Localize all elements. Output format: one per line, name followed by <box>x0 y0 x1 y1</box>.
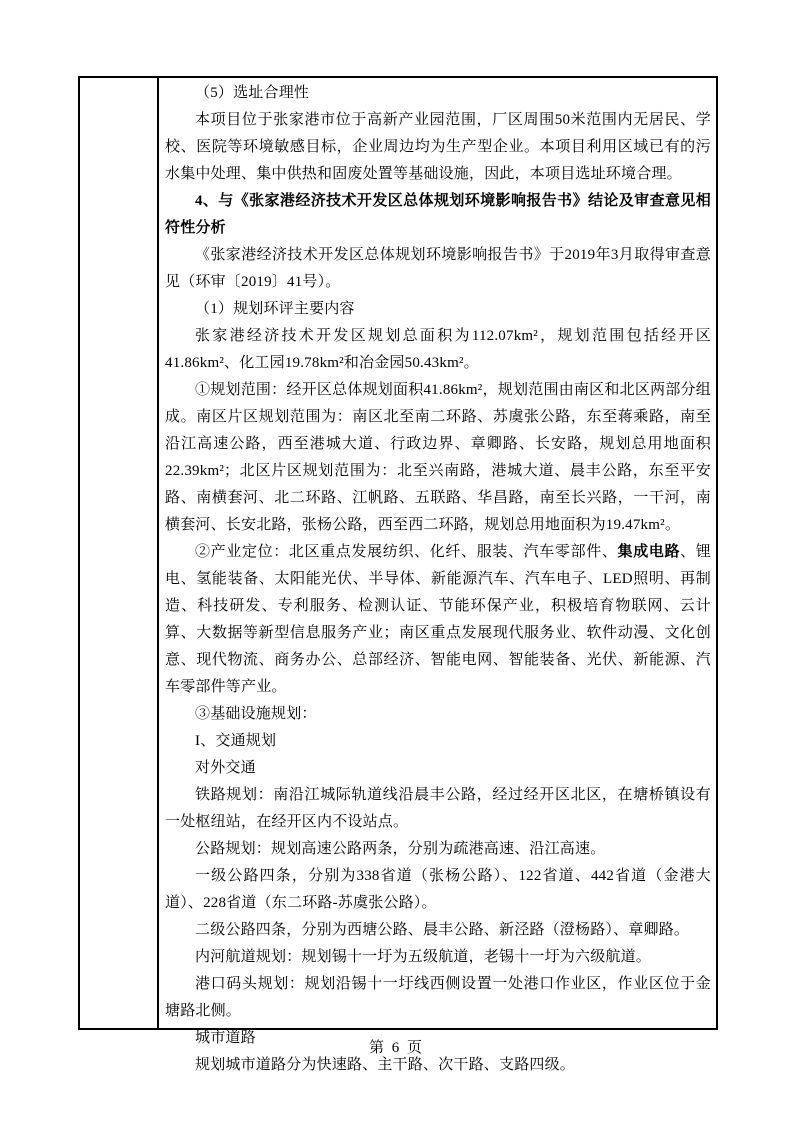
text-run: ②产业定位：北区重点发展纺织、化纤、服装、汽车零部件、 <box>195 544 618 560</box>
paragraph <box>165 323 711 377</box>
page-number: 第 6 页 <box>368 1040 424 1056</box>
paragraph <box>165 863 711 917</box>
text-run-bold: 4、与《张家港经济技术开发区总体规划环境影响报告书》结论及审查意见相符性分析 <box>165 193 711 236</box>
paragraph <box>165 971 711 1025</box>
text-run: 港口码头规划：规划沿锡十一圩线西侧设置一处港口作业区，作业区位于金塘路北侧。 <box>165 976 711 1019</box>
text-run: 公路规划：规划高速公路两条，分别为疏港高速、沿江高速。 <box>195 841 606 857</box>
text-run: 对外交通 <box>195 760 256 776</box>
paragraph <box>165 701 711 728</box>
text-run: 张家港经济技术开发区规划总面积为112.07km²，规划范围包括经开区41.86km²、化工园19.78km²和冶金园50.43km²。 <box>165 328 711 371</box>
paragraph <box>165 836 711 863</box>
text-run: I、交通规划 <box>195 733 277 749</box>
paragraph <box>165 242 711 296</box>
text-run: 《张家港经济技术开发区总体规划环境影响报告书》于2019年3月取得审查意见（环审〔2019〕41号）。 <box>165 247 711 290</box>
paragraph <box>165 944 711 971</box>
paragraph <box>165 80 711 107</box>
paragraph <box>165 188 711 242</box>
text-run: （1）规划环评主要内容 <box>195 301 355 317</box>
paragraph <box>165 782 711 836</box>
text-run: ①规划范围：经开区总体规划面积41.86km²，规划范围由南区和北区两部分组成。南区片区规划范围为：南区北至南二环路、苏虞张公路，东至蒋乘路，南至沿江高速公路，西至港城大道、行政边界、章卿路、长安路，规划总用地面积22.39km²；北区片区规划范围为：北至兴南路，港城大道、晨丰公路，东至平安路、南横套河、北二环路、江帆路、五联路、华昌路，南至长兴路，一干河，南横套河、长安北路，张杨公路，西至西二环路，规划总用地面积为19.47km²。 <box>165 382 711 533</box>
text-run: 规划城市道路分为快速路、主干路、次干路、支路四级。 <box>195 1057 576 1073</box>
text-run: 二级公路四条，分别为西塘公路、晨丰公路、新泾路（澄杨路）、章卿路。 <box>195 922 690 938</box>
paragraph <box>165 377 711 539</box>
table-label-cell <box>80 78 159 1028</box>
paragraph <box>165 917 711 944</box>
text-run: 铁路规划：南沿江城际轨道线沿晨丰公路，经过经开区北区，在塘桥镇设有一处枢纽站，在经开区内不设站点。 <box>165 787 711 830</box>
text-run: 本项目位于张家港市位于高新产业园范围，厂区周围50米范围内无居民、学校、医院等环境敏感目标，企业周边均为生产型企业。本项目利用区域已有的污水集中处理、集中供热和固废处置等基础设施，因此，本项目选址环境合理。 <box>165 112 711 182</box>
text-run: 、锂电、氢能装备、太阳能光伏、半导体、新能源汽车、汽车电子、LED照明、再制造、科技研发、专利服务、检测认证、节能环保产业，积极培育物联网、云计算、大数据等新型信息服务产业；南区重点发展现代服务业、软件动漫、文化创意、现代物流、商务办公、总部经济、智能电网、智能装备、光伏、新能源、汽车零部件等产业。 <box>165 544 712 695</box>
text-run: 城市道路 <box>195 1030 256 1046</box>
text-run: ③基础设施规划： <box>195 706 317 722</box>
text-run: 一级公路四条，分别为338省道（张杨公路）、122省道、442省道（金港大道）、228省道（东二环路-苏虞张公路）。 <box>165 868 711 911</box>
text-run: 内河航道规划：规划锡十一圩为五级航道，老锡十一圩为六级航道。 <box>195 949 652 965</box>
text-run: （5）选址合理性 <box>195 85 310 101</box>
paragraph <box>165 539 711 701</box>
text-run-bold: 集成电路 <box>617 544 681 560</box>
paragraph <box>165 107 711 188</box>
paragraph <box>165 296 711 323</box>
paragraph <box>165 728 711 755</box>
paragraph <box>165 755 711 782</box>
